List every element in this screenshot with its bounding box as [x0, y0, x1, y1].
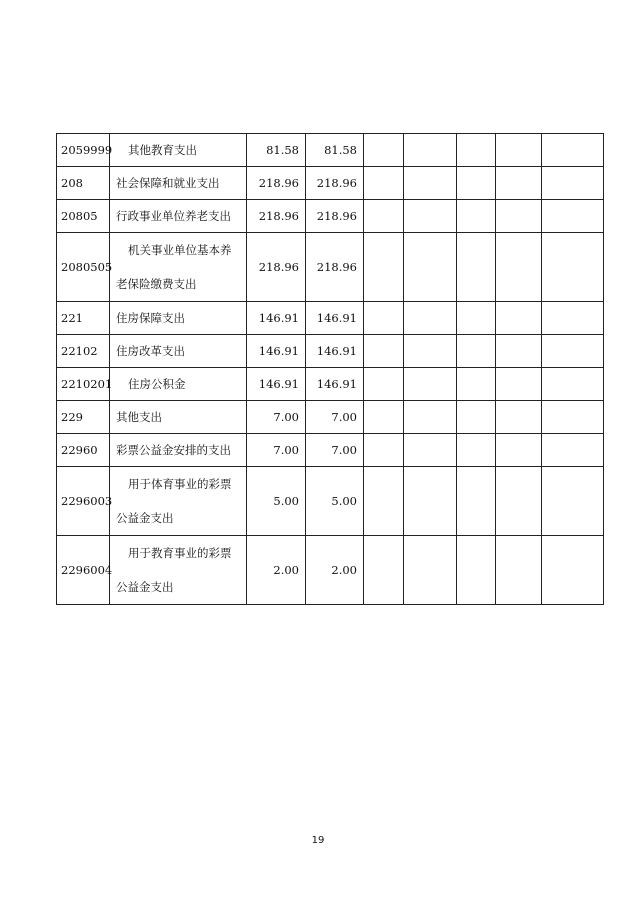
empty-cell	[496, 536, 542, 605]
empty-cell	[404, 368, 457, 401]
empty-cell	[542, 368, 604, 401]
table-row	[57, 134, 604, 167]
subject-code-cell: 2059999	[57, 134, 110, 167]
total-amount-cell: 7.00	[247, 401, 306, 434]
empty-cell	[364, 401, 404, 434]
total-amount-cell: 146.91	[247, 335, 306, 368]
subject-name-line: 其他支出	[116, 410, 162, 424]
empty-cell	[496, 200, 542, 233]
table-row	[57, 467, 604, 536]
subject-name-cell	[110, 302, 247, 335]
table-row	[57, 368, 604, 401]
basic-amount-cell: 146.91	[306, 302, 364, 335]
subject-code-cell: 2296003	[57, 467, 110, 536]
empty-cell	[496, 134, 542, 167]
empty-cell	[404, 401, 457, 434]
empty-cell	[404, 200, 457, 233]
total-amount-cell: 7.00	[247, 434, 306, 467]
subject-name-line: 行政事业单位养老支出	[116, 209, 231, 223]
empty-cell	[457, 401, 496, 434]
subject-name-line: 其他教育支出	[128, 143, 197, 157]
subject-code-cell: 2210201	[57, 368, 110, 401]
empty-cell	[364, 536, 404, 605]
total-amount-cell: 218.96	[247, 200, 306, 233]
subject-name-cell	[110, 134, 247, 167]
subject-code-cell: 221	[57, 302, 110, 335]
empty-cell	[404, 167, 457, 200]
empty-cell	[364, 200, 404, 233]
empty-cell	[364, 467, 404, 536]
table-row	[57, 536, 604, 605]
subject-name-line: 社会保障和就业支出	[116, 176, 220, 190]
total-amount-cell: 81.58	[247, 134, 306, 167]
total-amount-cell: 218.96	[247, 167, 306, 200]
empty-cell	[496, 368, 542, 401]
subject-name-cell	[110, 167, 247, 200]
empty-cell	[404, 536, 457, 605]
empty-cell	[457, 134, 496, 167]
empty-cell	[542, 233, 604, 302]
empty-cell	[496, 401, 542, 434]
empty-cell	[404, 467, 457, 536]
total-amount-cell: 218.96	[247, 233, 306, 302]
empty-cell	[496, 335, 542, 368]
empty-cell	[457, 536, 496, 605]
budget-table	[56, 133, 604, 605]
empty-cell	[457, 335, 496, 368]
total-amount-cell: 146.91	[247, 302, 306, 335]
subject-code-cell: 2080505	[57, 233, 110, 302]
basic-amount-cell: 146.91	[306, 368, 364, 401]
subject-code-cell: 229	[57, 401, 110, 434]
subject-code-cell: 22960	[57, 434, 110, 467]
empty-cell	[496, 302, 542, 335]
subject-name-cell	[110, 233, 247, 302]
basic-amount-cell: 5.00	[306, 467, 364, 536]
empty-cell	[457, 200, 496, 233]
table-row	[57, 335, 604, 368]
empty-cell	[457, 233, 496, 302]
basic-amount-cell: 146.91	[306, 335, 364, 368]
empty-cell	[496, 233, 542, 302]
subject-name-cell	[110, 467, 247, 536]
subject-name-cell	[110, 434, 247, 467]
empty-cell	[364, 134, 404, 167]
empty-cell	[364, 368, 404, 401]
empty-cell	[404, 233, 457, 302]
subject-code-cell: 20805	[57, 200, 110, 233]
empty-cell	[542, 536, 604, 605]
subject-name-line: 公益金支出	[116, 511, 174, 525]
table-row	[57, 434, 604, 467]
empty-cell	[404, 302, 457, 335]
basic-amount-cell: 81.58	[306, 134, 364, 167]
subject-name-line: 用于体育事业的彩票	[128, 477, 232, 491]
empty-cell	[364, 335, 404, 368]
empty-cell	[542, 302, 604, 335]
empty-cell	[404, 134, 457, 167]
empty-cell	[542, 467, 604, 536]
subject-name-line: 机关事业单位基本养	[128, 243, 232, 257]
basic-amount-cell: 2.00	[306, 536, 364, 605]
empty-cell	[364, 302, 404, 335]
basic-amount-cell: 7.00	[306, 434, 364, 467]
empty-cell	[542, 434, 604, 467]
subject-name-cell	[110, 401, 247, 434]
subject-name-line: 老保险缴费支出	[116, 277, 197, 291]
empty-cell	[542, 167, 604, 200]
total-amount-cell: 5.00	[247, 467, 306, 536]
subject-code-cell: 2296004	[57, 536, 110, 605]
empty-cell	[496, 167, 542, 200]
empty-cell	[542, 401, 604, 434]
table-row	[57, 401, 604, 434]
subject-name-cell	[110, 200, 247, 233]
basic-amount-cell: 218.96	[306, 200, 364, 233]
table-row	[57, 302, 604, 335]
table-row	[57, 200, 604, 233]
subject-name-line: 用于教育事业的彩票	[128, 546, 232, 560]
empty-cell	[542, 200, 604, 233]
empty-cell	[457, 434, 496, 467]
table-body	[57, 134, 604, 605]
empty-cell	[457, 368, 496, 401]
empty-cell	[496, 434, 542, 467]
subject-name-line: 住房改革支出	[116, 344, 185, 358]
empty-cell	[364, 434, 404, 467]
subject-name-cell	[110, 368, 247, 401]
page-number: 19	[311, 835, 325, 846]
empty-cell	[457, 467, 496, 536]
basic-amount-cell: 7.00	[306, 401, 364, 434]
subject-name-line: 彩票公益金安排的支出	[116, 443, 231, 457]
empty-cell	[542, 134, 604, 167]
empty-cell	[496, 467, 542, 536]
subject-name-cell	[110, 536, 247, 605]
subject-code-cell: 208	[57, 167, 110, 200]
total-amount-cell: 2.00	[247, 536, 306, 605]
empty-cell	[404, 434, 457, 467]
empty-cell	[364, 233, 404, 302]
subject-name-cell	[110, 335, 247, 368]
empty-cell	[457, 302, 496, 335]
basic-amount-cell: 218.96	[306, 167, 364, 200]
empty-cell	[457, 167, 496, 200]
table-row	[57, 167, 604, 200]
empty-cell	[364, 167, 404, 200]
subject-code-cell: 22102	[57, 335, 110, 368]
subject-name-line: 住房公积金	[128, 377, 186, 391]
basic-amount-cell: 218.96	[306, 233, 364, 302]
total-amount-cell: 146.91	[247, 368, 306, 401]
subject-name-line: 住房保障支出	[116, 311, 185, 325]
empty-cell	[542, 335, 604, 368]
empty-cell	[404, 335, 457, 368]
table-row	[57, 233, 604, 302]
subject-name-line: 公益金支出	[116, 580, 174, 594]
